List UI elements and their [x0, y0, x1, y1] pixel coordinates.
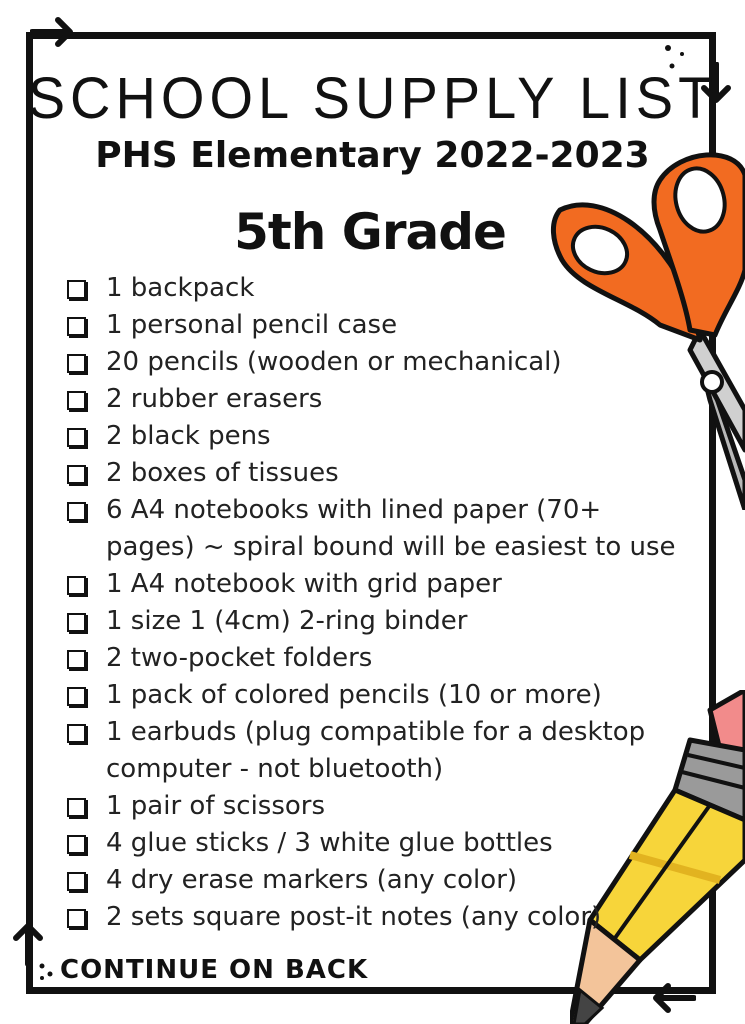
checkbox-icon: [67, 391, 86, 410]
list-item: [60, 714, 690, 788]
checkbox-icon: [67, 280, 86, 299]
checkbox-icon: [67, 465, 86, 484]
list-item-text: 4 dry erase markers (any color): [106, 865, 518, 895]
list-item-text: 2 sets square post-it notes (any color): [106, 902, 602, 932]
list-item: [60, 788, 690, 825]
list-item-text: 1 A4 notebook with grid paper: [106, 569, 502, 599]
list-item: [60, 492, 690, 566]
checkbox-icon: [67, 428, 86, 447]
list-item: [60, 381, 690, 418]
list-item-text: 4 glue sticks / 3 white glue bottles: [106, 828, 553, 858]
arrow-icon: [30, 14, 75, 50]
list-item-text: 2 rubber erasers: [106, 384, 323, 414]
list-item: [60, 455, 690, 492]
list-item-text: 1 pack of colored pencils (10 or more): [106, 680, 602, 710]
school-year-heading: PHS Elementary 2022-2023: [95, 135, 650, 176]
checkbox-icon: [67, 835, 86, 854]
list-item: [60, 344, 690, 381]
checkbox-icon: [67, 909, 86, 928]
list-item-text: 1 earbuds (plug compatible for a desktop computer - not bluetooth): [106, 717, 646, 784]
list-item: [60, 640, 690, 677]
checkbox-icon: [67, 650, 86, 669]
decorative-dots: [36, 960, 60, 984]
list-item: [60, 862, 690, 899]
checkbox-icon: [67, 724, 86, 743]
supply-list: [60, 270, 690, 936]
list-item-text: 1 personal pencil case: [106, 310, 398, 340]
list-item: [60, 307, 690, 344]
list-item: [60, 418, 690, 455]
list-item-text: 2 two-pocket folders: [106, 643, 373, 673]
checkbox-icon: [67, 798, 86, 817]
checkbox-icon: [67, 872, 86, 891]
list-item-text: 1 backpack: [106, 273, 255, 303]
list-item-text: 6 A4 notebooks with lined paper (70+ pages) ~ spiral bound will be easiest to use: [106, 495, 676, 562]
list-item-text: 2 boxes of tissues: [106, 458, 339, 488]
list-item-text: 2 black pens: [106, 421, 271, 451]
checkbox-icon: [67, 576, 86, 595]
list-item: [60, 677, 690, 714]
checkbox-icon: [67, 502, 86, 521]
list-item-text: 1 size 1 (4cm) 2-ring binder: [106, 606, 468, 636]
continue-note: CONTINUE ON BACK: [60, 955, 369, 985]
list-item: [60, 899, 690, 936]
checkbox-icon: [67, 687, 86, 706]
checkbox-icon: [67, 317, 86, 336]
list-item-text: 1 pair of scissors: [106, 791, 326, 821]
list-item: [60, 603, 690, 640]
list-item: [60, 270, 690, 307]
list-item-text: 20 pencils (wooden or mechanical): [106, 347, 562, 377]
list-item: [60, 825, 690, 862]
grade-heading: 5th Grade: [234, 203, 506, 261]
checkbox-icon: [67, 613, 86, 632]
list-item: [60, 566, 690, 603]
page-title: SCHOOL SUPPLY LIST: [27, 64, 718, 131]
checkbox-icon: [67, 354, 86, 373]
